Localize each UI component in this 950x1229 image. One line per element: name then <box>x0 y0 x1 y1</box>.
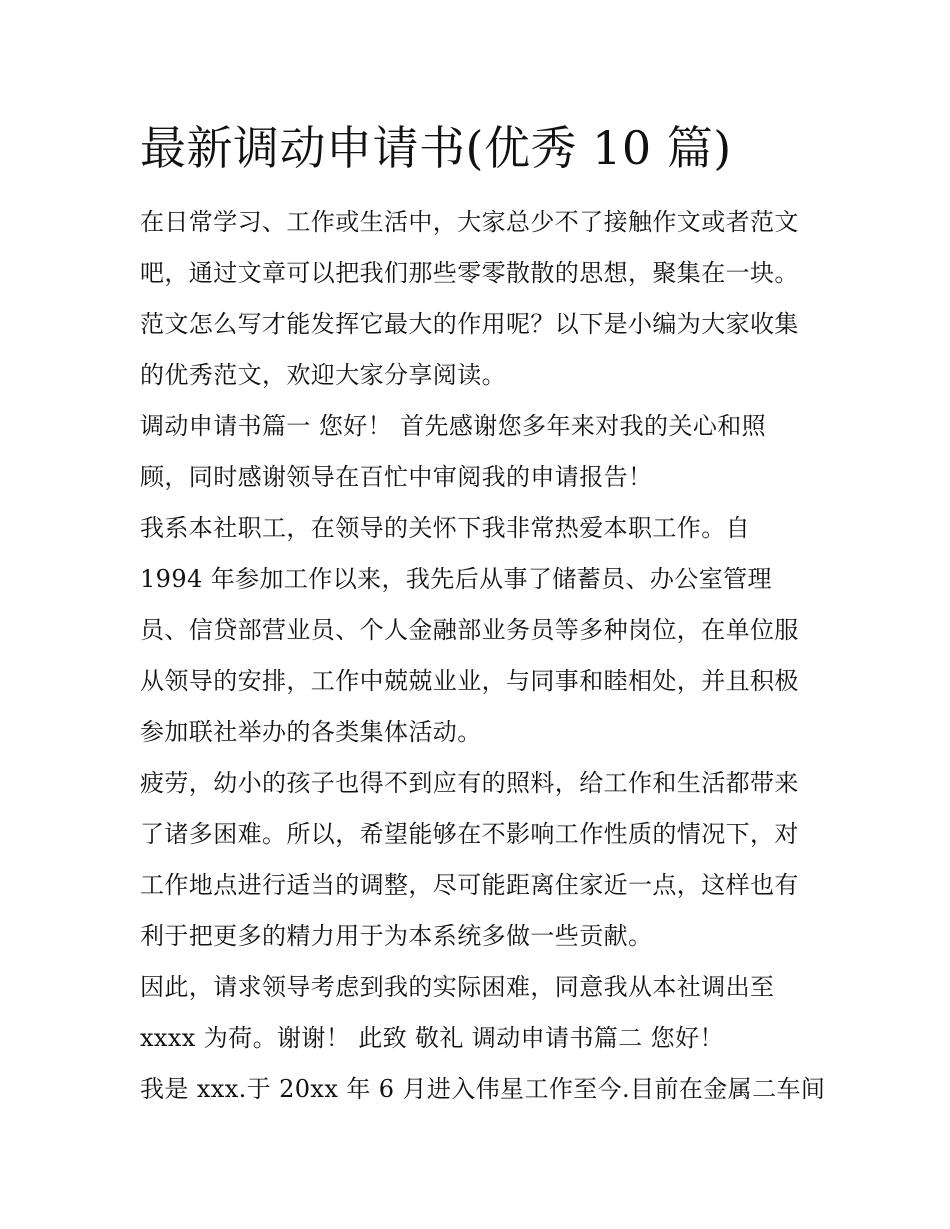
body-line: 疲劳，幼小的孩子也得不到应有的照料，给工作和生活都带来 <box>140 769 799 797</box>
body-line: 顾，同时感谢领导在百忙中审阅我的申请报告！ <box>140 463 653 491</box>
body-line: 调动申请书篇一 您好！ 首先感谢您多年来对我的关心和照 <box>140 412 767 440</box>
body-line: 利于把更多的精力用于为本系统多做一些贡献。 <box>140 922 653 950</box>
body-line: xxxx 为荷。谢谢！ 此致 敬礼 调动申请书篇二 您好！ <box>140 1024 724 1052</box>
body-line: 的优秀范文，欢迎大家分享阅读。 <box>140 361 506 389</box>
body-line: 我系本社职工，在领导的关怀下我非常热爱本职工作。自 <box>140 514 750 542</box>
body-line: 员、信贷部营业员、个人金融部业务员等多种岗位，在单位服 <box>140 616 799 644</box>
body-line: 从领导的安排，工作中兢兢业业，与同事和睦相处，并且积极 <box>140 667 799 695</box>
document-title: 最新调动申请书(优秀 10 篇) <box>140 121 732 175</box>
body-line: 在日常学习、工作或生活中，大家总少不了接触作文或者范文 <box>140 208 799 236</box>
body-line: 工作地点进行适当的调整，尽可能距离住家近一点，这样也有 <box>140 871 799 899</box>
body-line: 我是 xxx.于 20xx 年 6 月进入伟星工作至今.目前在金属二车间 <box>140 1075 826 1103</box>
body-line: 参加联社举办的各类集体活动。 <box>140 718 482 746</box>
body-line: 了诸多困难。所以，希望能够在不影响工作性质的情况下，对 <box>140 820 799 848</box>
body-line: 范文怎么写才能发挥它最大的作用呢？以下是小编为大家收集 <box>140 310 799 338</box>
body-line: 1994 年参加工作以来，我先后从事了储蓄员、办公室管理 <box>140 565 772 593</box>
document-body <box>140 197 826 1115</box>
body-line: 因此，请求领导考虑到我的实际困难，同意我从本社调出至 <box>140 973 775 1001</box>
body-line: 吧，通过文章可以把我们那些零零散散的思想，聚集在一块。 <box>140 259 799 287</box>
